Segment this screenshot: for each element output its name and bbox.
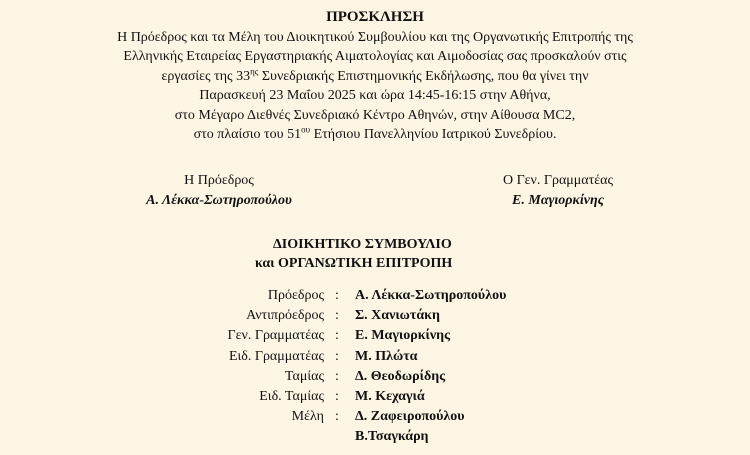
board-heading <box>255 236 495 273</box>
member-name: Β.Τσαγκάρη <box>355 429 429 445</box>
member-role: Γεν. Γραμματέας <box>227 328 324 344</box>
signature-name: Α. Λέκκα-Σωτηροπούλου <box>146 193 292 208</box>
board-heading-line: ΔΙΟΙΚΗΤΙΚΟ ΣΥΜΒΟΥΛΙΟ <box>273 237 452 252</box>
invitation-line: εργασίες της $33^{\eta\varsigma}$ Συνεδριακής Επιστημονικής Εκδήλωσης, που θα γίνει την <box>161 66 589 84</box>
signature-name: Ε. Μαγιορκίνης <box>512 193 604 208</box>
member-role: Ειδ. Γραμματέας <box>228 348 324 364</box>
board-heading-line: και ΟΡΓΑΝΩΤΙΚΗ ΕΠΙΤΡΟΠΗ <box>255 255 453 271</box>
member-name: Α. Λέκκα-Σωτηροπούλου <box>355 288 507 303</box>
invitation-title: ΠΡΟΣΚΛΗΣΗ <box>326 9 424 25</box>
president-signature <box>89 171 349 211</box>
member-row <box>0 427 750 447</box>
invitation-line: Παρασκευή 23 Μαΐου 2025 και ώρα 14:45-16:15 στην Αθήνα, <box>199 88 551 104</box>
invitation-text <box>0 28 750 144</box>
member-name: Δ. Ζαφειροπούλου <box>355 409 465 425</box>
member-separator: : <box>335 368 339 384</box>
member-separator: : <box>335 409 339 425</box>
signature-role: Ο Γεν. Γραμματέας <box>502 173 614 188</box>
member-role: Ειδ. Ταμίας <box>259 388 324 404</box>
board-members-list <box>0 286 750 448</box>
member-role: Αντιπρόεδρος <box>246 308 324 324</box>
member-separator: : <box>335 348 339 364</box>
member-row <box>0 367 750 387</box>
member-row <box>0 347 750 367</box>
member-row <box>0 387 750 407</box>
member-role: Ταμίας <box>284 368 324 384</box>
member-row <box>0 326 750 346</box>
signature-role: Η Πρόεδρος <box>184 173 254 188</box>
member-name: Σ. Χανιωτάκη <box>355 308 440 324</box>
invitation-line: Η Πρόεδρος και τα Μέλη του Διοικητικού Συμβουλίου και της Οργανωτικής Επιτροπής της <box>117 30 633 45</box>
member-role: Μέλη <box>291 409 324 425</box>
member-name: Μ. Πλώτα <box>355 348 418 364</box>
member-row <box>0 306 750 326</box>
member-role: Πρόεδρος <box>267 288 324 303</box>
invitation-line: στο πλαίσιο του $51^{o\upsilon}$ Ετήσιου Πανελληνίου Ιατρικού Συνεδρίου. <box>193 124 557 143</box>
member-separator: : <box>335 288 339 303</box>
secretary-signature <box>428 171 688 211</box>
invitation-line: Ελληνικής Εταιρείας Εργαστηριακής Αιματολογίας και Αιμοδοσίας σας προσκαλούν στις <box>123 49 627 65</box>
member-name: Μ. Κεχαγιά <box>355 388 425 404</box>
member-row <box>0 407 750 427</box>
member-name: Δ. Θεοδωρίδης <box>355 368 446 384</box>
member-separator: : <box>335 328 339 344</box>
member-separator: : <box>335 388 339 404</box>
member-name: Ε. Μαγιορκίνης <box>355 328 450 344</box>
invitation-line: στο Μέγαρο Διεθνές Συνεδριακό Κέντρο Αθηνών, στην Αίθουσα MC2, <box>174 107 576 123</box>
member-separator: : <box>335 308 339 324</box>
member-row <box>0 286 750 306</box>
